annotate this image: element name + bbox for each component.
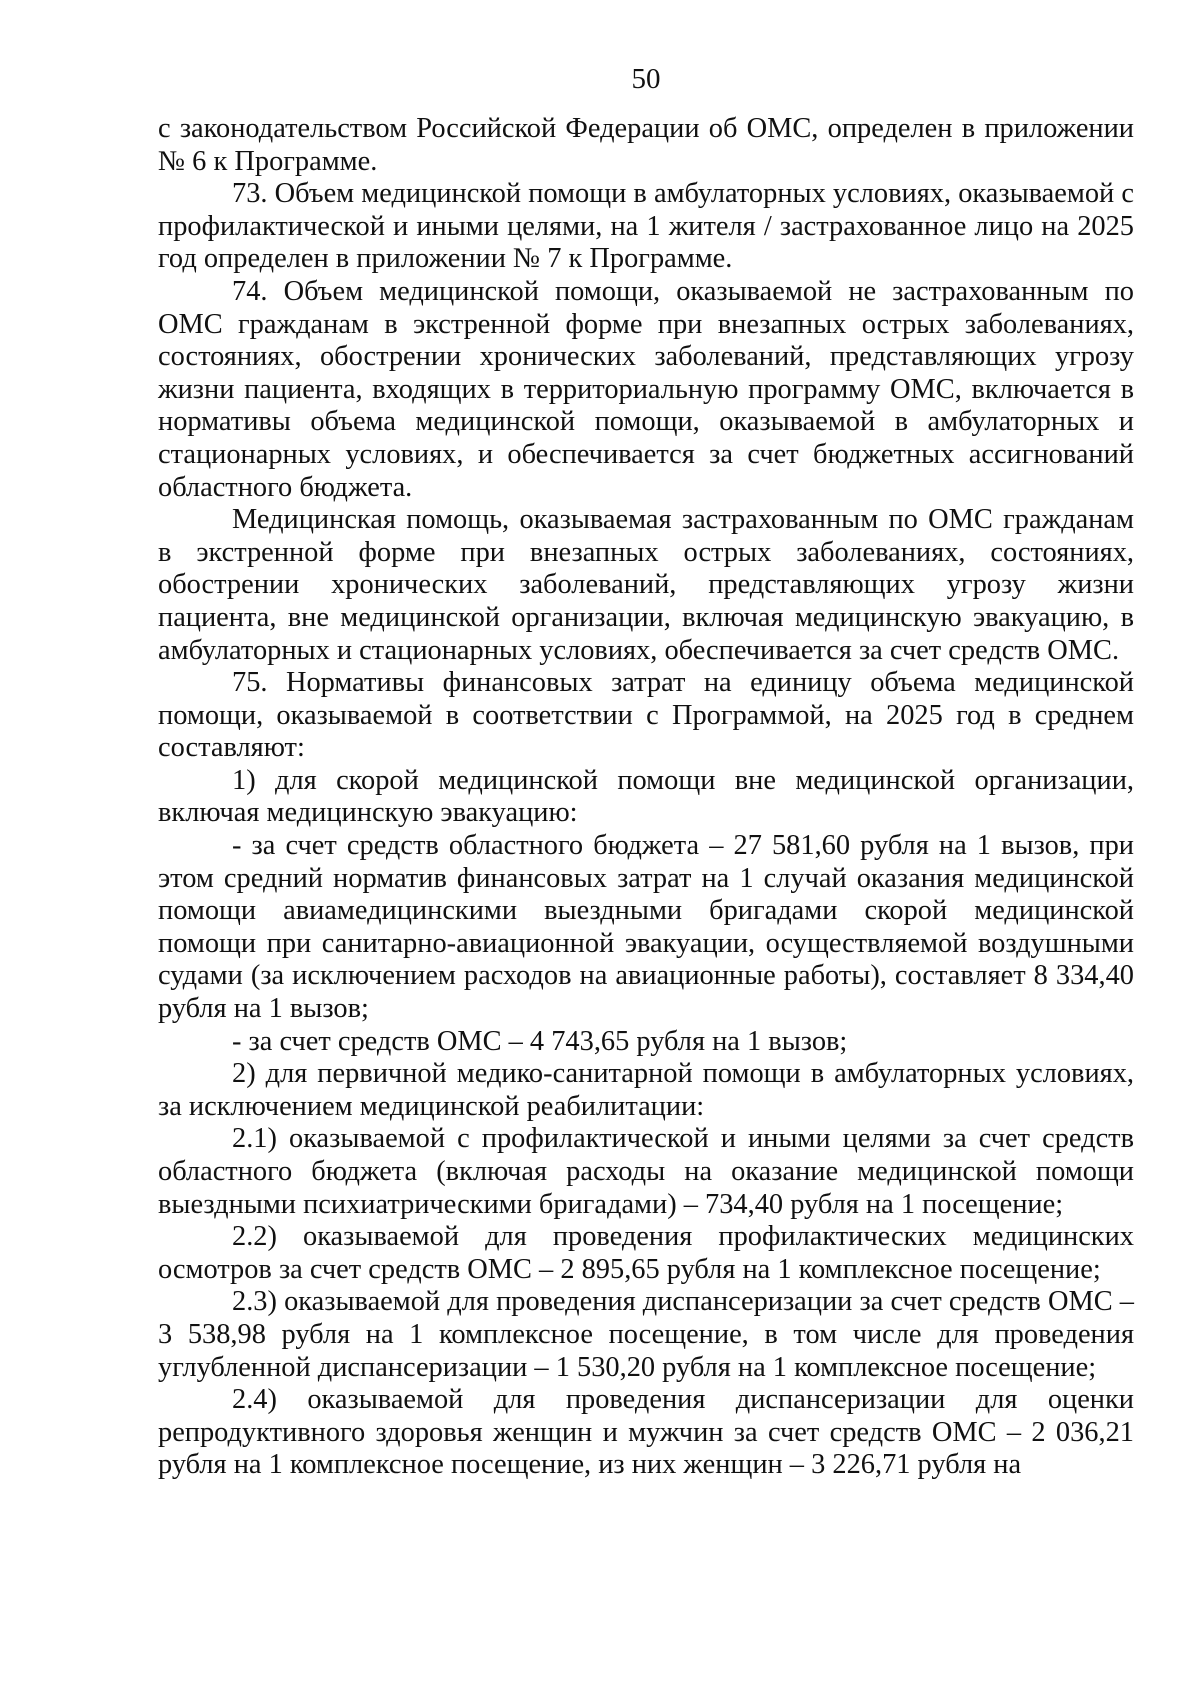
- paragraph-emergency-care: Медицинская помощь, оказываемая застрахованным по ОМС гражданам в экстренной форме при внезапных острых заболеваниях, состояниях, обострении хронических заболеваний, представляющих угрозу жизни пациента, вне медицинской организации, включая медицинскую эвакуацию, в амбулаторных и стационарных условиях, обеспечивается за счет средств ОМС.: [158, 504, 1134, 666]
- paragraph-75-item-1-oms: - за счет средств ОМС – 4 743,65 рубля на 1 вызов;: [232, 1025, 848, 1057]
- paragraph-75-item-2: 2) для первичной медико-санитарной помощи в амбулаторных условиях, за исключением медицинской реабилитации:: [158, 1058, 1134, 1122]
- paragraph-75-item-2-4: 2.4) оказываемой для проведения диспансеризации для оценки репродуктивного здоровья женщин и мужчин за счет средств ОМС – 2 036,21 рубля на 1 комплексное посещение, из них женщин – 3 226,71 рубля на: [158, 1384, 1134, 1481]
- document-body: [158, 113, 1134, 1482]
- paragraph-74: 74. Объем медицинской помощи, оказываемой не застрахованным по ОМС гражданам в экстренной форме при внезапных острых заболеваниях, состояниях, обострении хронических заболеваний, представляющих угрозу жизни пациента, входящих в территориальную программу ОМС, включается в нормативы объема медицинской помощи, оказываемой в амбулаторных и стационарных условиях, и обеспечивается за счет бюджетных ассигнований областного бюджета.: [158, 275, 1134, 503]
- paragraph-75-item-1-regional-budget: - за счет средств областного бюджета – 27 581,60 рубля на 1 вызов, при этом средний норматив финансовых затрат на 1 случай оказания медицинской помощи авиамедицинскими выездными бригадами скорой медицинской помощи при санитарно-авиационной эвакуации, осуществляемой воздушными судами (за исключением расходов на авиационные работы), составляет 8 334,40 рубля на 1 вызов;: [158, 830, 1134, 1025]
- paragraph-73: 73. Объем медицинской помощи в амбулаторных условиях, оказываемой с профилактической и иными целями, на 1 жителя / застрахованное лицо на 2025 год определен в приложении № 7 к Программе.: [158, 178, 1134, 275]
- paragraph-continuation: с законодательством Российской Федерации об ОМС, определен в приложении № 6 к Программе.: [158, 113, 1134, 177]
- page-number: 50: [631, 63, 661, 95]
- paragraph-75-item-2-1: 2.1) оказываемой с профилактической и иными целями за счет средств областного бюджета (включая расходы на оказание медицинской помощи выездными психиатрическими бригадами) – 734,40 рубля на 1 посещение;: [158, 1123, 1134, 1220]
- paragraph-75-item-2-3: 2.3) оказываемой для проведения диспансеризации за счет средств ОМС – 3 538,98 рубля на 1 комплексное посещение, в том числе для проведения углубленной диспансеризации – 1 530,20 рубля на 1 комплексное посещение;: [158, 1286, 1134, 1383]
- paragraph-75-item-1: 1) для скорой медицинской помощи вне медицинской организации, включая медицинскую эвакуацию:: [158, 764, 1134, 829]
- paragraph-75: 75. Нормативы финансовых затрат на единицу объема медицинской помощи, оказываемой в соответствии с Программой, на 2025 год в среднем составляют:: [158, 667, 1134, 764]
- paragraph-75-item-2-2: 2.2) оказываемой для проведения профилактических медицинских осмотров за счет средств ОМС – 2 895,65 рубля на 1 комплексное посещение;: [158, 1221, 1134, 1285]
